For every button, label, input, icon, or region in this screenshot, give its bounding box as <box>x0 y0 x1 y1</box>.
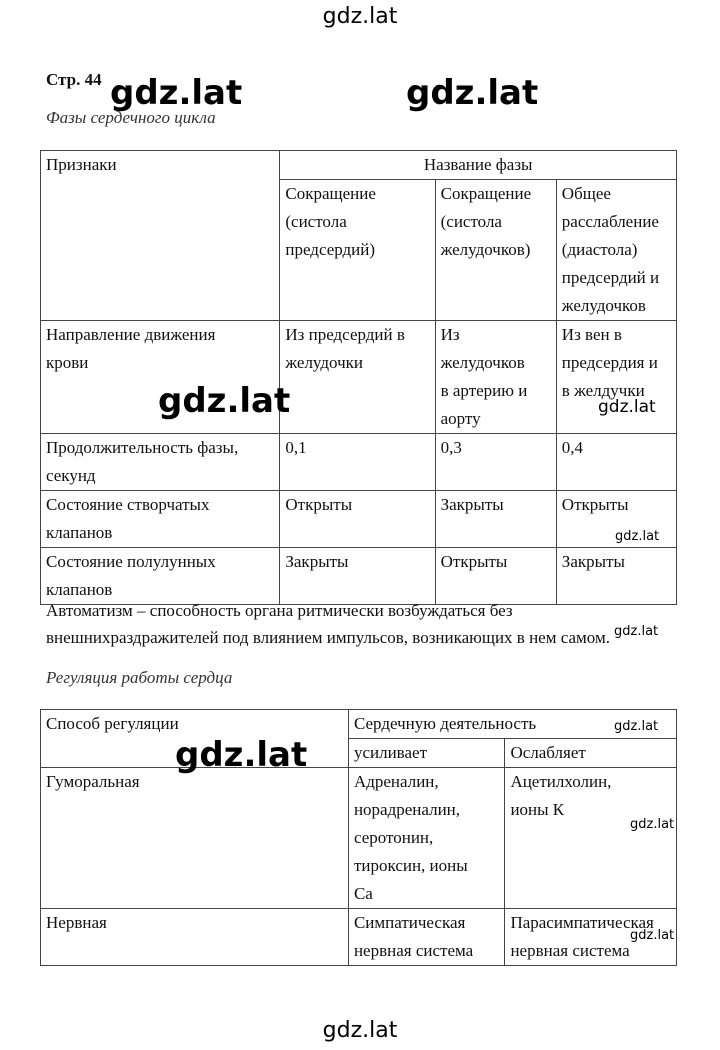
cardiac-phase-table <box>40 150 677 605</box>
watermark-header-right: gdz.lat <box>406 73 539 113</box>
text-line: секунд <box>46 466 96 485</box>
text-line: в артерию и <box>440 381 528 400</box>
automatism-definition <box>46 597 676 651</box>
watermark-reg-small-2: gdz.lat <box>630 817 675 832</box>
text-line: Сокращение <box>440 184 532 203</box>
table-cell <box>348 768 504 909</box>
text-line: Открыты <box>440 552 508 571</box>
text-line: 0,3 <box>440 438 462 457</box>
table-row <box>41 434 677 491</box>
row-label <box>41 491 280 548</box>
text-line: желудочков <box>440 353 525 372</box>
watermark-table-small: gdz.lat <box>615 529 660 544</box>
text-line: Открыты <box>561 495 629 514</box>
text-line: желудочков <box>561 296 646 315</box>
text-line: предсердий и <box>561 268 660 287</box>
row-label: Гуморальная <box>41 768 349 909</box>
text-line: ионы К <box>510 800 565 819</box>
text-line: Адреналин, <box>353 772 439 791</box>
text-line: (систола <box>285 212 347 231</box>
text-line: Закрыты <box>285 552 349 571</box>
caption-heart-regulation: Регуляция работы сердца <box>46 668 233 687</box>
table-cell <box>280 321 435 434</box>
table-cell <box>348 909 504 966</box>
text-line: Состояние створчатых <box>46 495 210 514</box>
row-label <box>41 548 280 605</box>
text-line: нервная система <box>510 941 630 960</box>
header-phase-name: Название фазы <box>280 151 677 180</box>
watermark-reg-big: gdz.lat <box>175 735 308 775</box>
watermark-reg-small-1: gdz.lat <box>614 719 659 734</box>
text-line: Закрыты <box>440 495 504 514</box>
watermark-header-left: gdz.lat <box>110 73 243 113</box>
text-line: предсердия и <box>561 353 658 372</box>
text-line: Ca <box>353 884 373 903</box>
watermark-top: gdz.lat <box>322 4 398 29</box>
text-line: раздражителей под влиянием импульсов, возникающих в нем самом. <box>110 628 610 647</box>
text-line: Сокращение <box>285 184 376 203</box>
text-line: желудочки <box>285 353 363 372</box>
table-row <box>41 321 677 434</box>
text-line: предсердий) <box>285 240 376 259</box>
caption-cardiac-cycle: Фазы сердечного цикла <box>46 108 216 127</box>
text-line: Из вен в <box>561 325 622 344</box>
heart-regulation-table <box>40 709 677 966</box>
text-line: Ацетилхолин, <box>510 772 612 791</box>
table-header-row <box>41 151 677 180</box>
watermark-bottom: gdz.lat <box>322 1018 398 1043</box>
table-cell <box>556 434 676 491</box>
watermark-definition: gdz.lat <box>614 624 659 639</box>
table-row <box>41 768 677 909</box>
text-line: Симпатическая <box>353 913 466 932</box>
table-cell <box>435 548 556 605</box>
table-cell <box>435 491 556 548</box>
text-line: Закрыты <box>561 552 625 571</box>
text-line: клапанов <box>46 580 113 599</box>
text-line: Общее <box>561 184 611 203</box>
text-line: 0,4 <box>561 438 584 457</box>
header-increases: усиливает <box>348 739 504 768</box>
watermark-table-big: gdz.lat <box>158 381 291 421</box>
text-line: (систола <box>440 212 502 231</box>
text-line: норадреналин, <box>353 800 461 819</box>
text-line: нервная система <box>353 941 474 960</box>
text-line: расслабление <box>561 212 659 231</box>
text-line: клапанов <box>46 523 113 542</box>
watermark-reg-small-3: gdz.lat <box>630 928 675 943</box>
page-label: Стр. 44 <box>46 70 102 89</box>
table-cell <box>280 491 435 548</box>
header-phase-cell <box>280 180 435 321</box>
table-cell <box>556 548 676 605</box>
text-line: Направление движения <box>46 325 216 344</box>
text-line: Из предсердий в <box>285 325 405 344</box>
header-phase-cell <box>435 180 556 321</box>
row-label <box>41 434 280 491</box>
table-cell <box>435 321 556 434</box>
text-line: Автоматизм – способность органа ритмически возбуждаться без внешних <box>46 601 513 647</box>
text-line: Состояние полулунных <box>46 552 216 571</box>
table-cell <box>505 768 677 909</box>
row-label: Нервная <box>41 909 349 966</box>
text-line: серотонин, <box>353 828 434 847</box>
header-weakens: Ослабляет <box>505 739 677 768</box>
text-line: Из <box>440 325 460 344</box>
text-line: Продолжительность фазы, <box>46 438 239 457</box>
table-row <box>41 491 677 548</box>
table-row <box>41 909 677 966</box>
header-activity: Сердечную деятельность <box>348 710 676 739</box>
text-line: аорту <box>440 409 481 428</box>
header-phase-cell <box>556 180 676 321</box>
text-line: крови <box>46 353 89 372</box>
table-cell <box>435 434 556 491</box>
text-line: в желдучки <box>561 381 645 400</box>
text-line: желудочков) <box>440 240 531 259</box>
text-line: 0,1 <box>285 438 307 457</box>
text-line: (диастола) <box>561 240 638 259</box>
text-line: тироксин, ионы <box>353 856 468 875</box>
table-cell <box>280 548 435 605</box>
text-line: Открыты <box>285 495 353 514</box>
text-line: Парасимпатическая <box>510 913 654 932</box>
header-method: Способ регуляции <box>41 710 349 768</box>
table-cell <box>280 434 435 491</box>
table-header-row <box>41 710 677 739</box>
table-row <box>41 548 677 605</box>
header-features: Признаки <box>41 151 280 321</box>
watermark-table-mid: gdz.lat <box>598 397 656 417</box>
